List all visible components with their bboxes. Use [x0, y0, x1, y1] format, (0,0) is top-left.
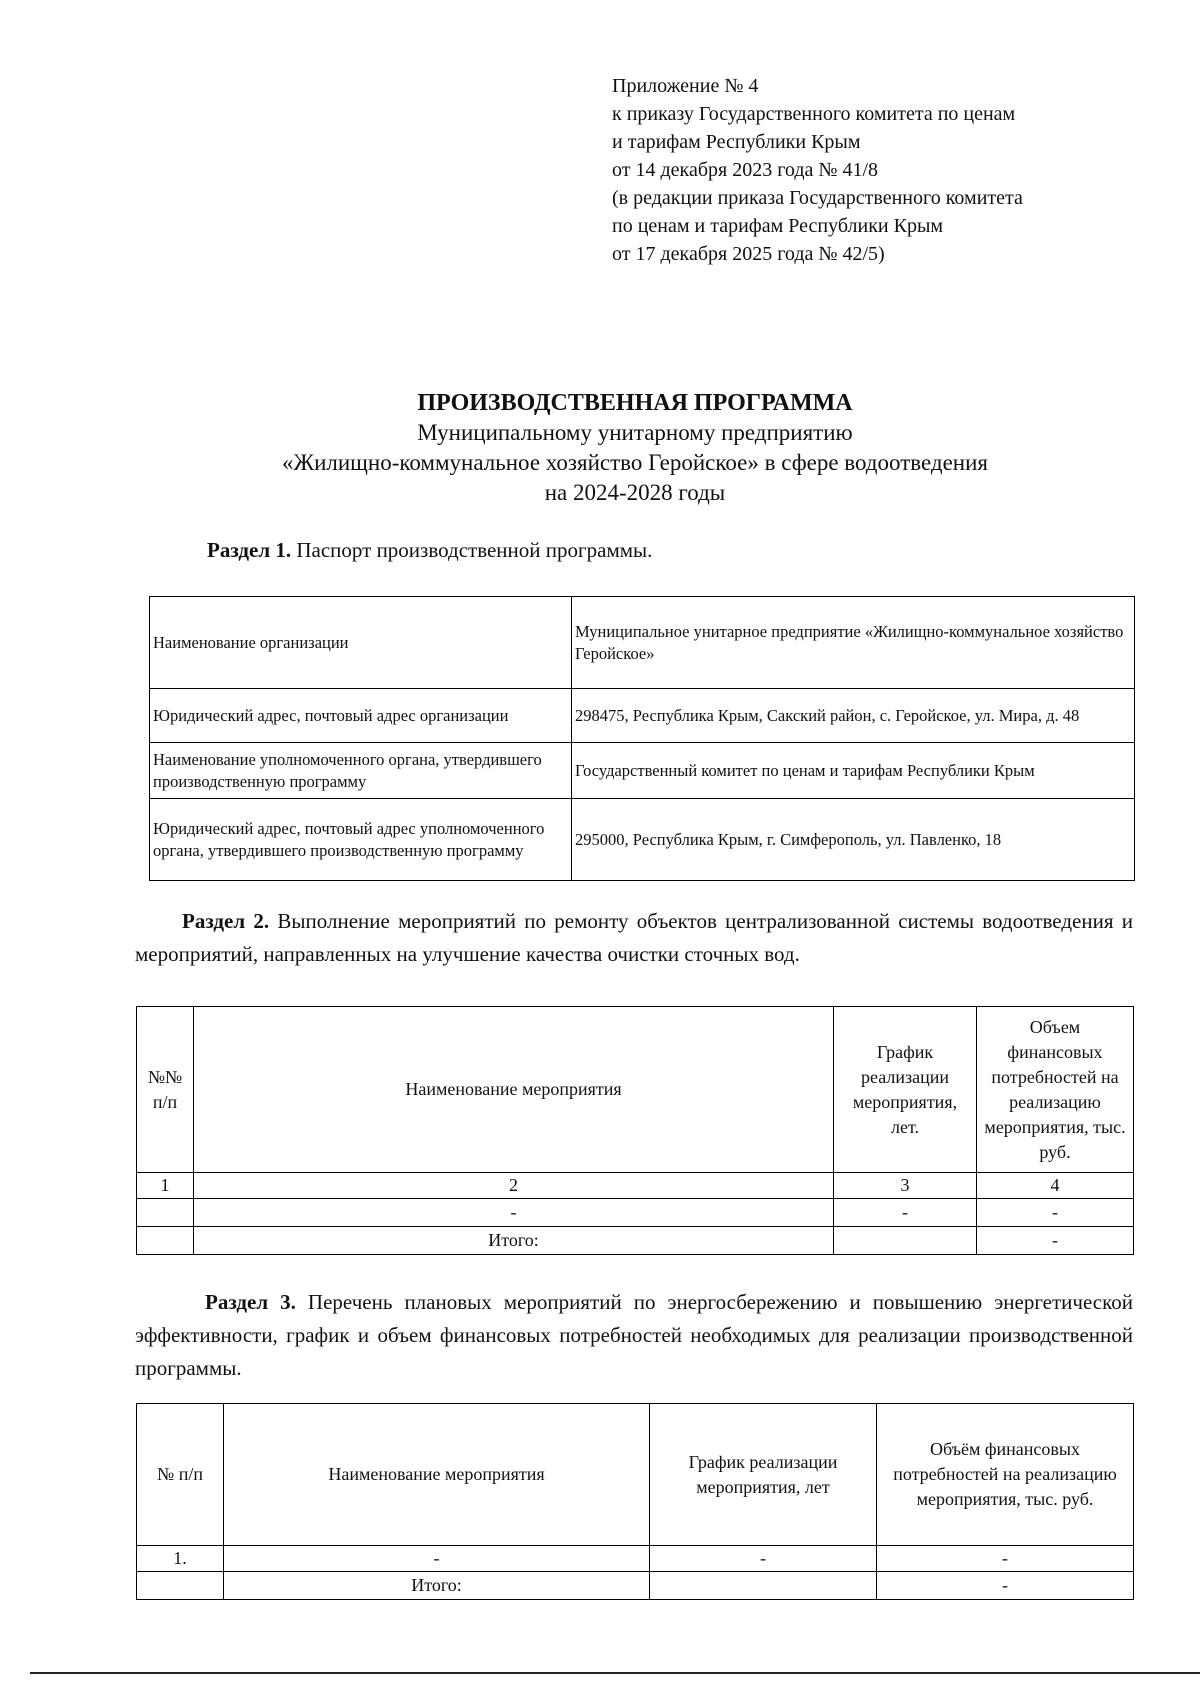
header-cell: Наименование мероприятия — [194, 1007, 834, 1173]
table-cell: Государственный комитет по ценам и тарифам Республики Крым — [572, 743, 1135, 799]
table-cell: - — [977, 1199, 1134, 1227]
table-row — [137, 1173, 1134, 1199]
appendix-line: от 14 декабря 2023 года № 41/8 — [612, 159, 879, 181]
table-row — [137, 1199, 1134, 1227]
appendix-line: от 17 декабря 2025 года № 42/5) — [612, 243, 885, 265]
title-line: «Жилищно-коммунальное хозяйство Геройское» в сфере водоотведения — [281, 450, 988, 475]
table-row — [137, 1546, 1134, 1572]
table-cell — [137, 1572, 224, 1600]
header-cell: Объём финансовых потребностей на реализацию мероприятия, тыс. руб. — [877, 1404, 1134, 1546]
section-label: Раздел 1. — [207, 538, 292, 562]
header-cell: График реализации мероприятия, лет — [650, 1404, 877, 1546]
table-cell: - — [224, 1546, 650, 1572]
table-cell — [137, 1199, 194, 1227]
title-line: на 2024-2028 годы — [544, 480, 726, 505]
table-cell: 2 — [194, 1173, 834, 1199]
table-cell — [834, 1227, 977, 1255]
table-row — [150, 799, 1135, 881]
energy-saving-table — [136, 1403, 1134, 1600]
table-row — [150, 597, 1135, 689]
table-cell — [137, 1227, 194, 1255]
table-cell: Юридический адрес, почтовый адрес организации — [150, 689, 572, 743]
total-value: - — [877, 1572, 1134, 1600]
total-label: Итого: — [194, 1227, 834, 1255]
appendix-line: (в редакции приказа Государственного комитета — [612, 187, 1023, 209]
total-label: Итого: — [224, 1572, 650, 1600]
table-cell: Муниципальное унитарное предприятие «Жилищно-коммунальное хозяйство Геройское» — [572, 597, 1135, 689]
section-text: Паспорт производственной программы. — [291, 538, 653, 562]
table-cell: - — [877, 1546, 1134, 1572]
header-cell: График реализации мероприятия, лет. — [834, 1007, 977, 1173]
section-label: Раздел 3. — [205, 1290, 296, 1314]
repair-measures-table — [136, 1006, 1134, 1255]
table-cell: 3 — [834, 1173, 977, 1199]
header-cell: №№ п/п — [137, 1007, 194, 1173]
appendix-line: по ценам и тарифам Республики Крым — [612, 215, 944, 237]
table-row — [150, 689, 1135, 743]
table-cell: 1. — [137, 1546, 224, 1572]
section-3-heading — [135, 1286, 1133, 1385]
appendix-header — [612, 72, 1023, 268]
table-cell: - — [834, 1199, 977, 1227]
table-cell: Наименование организации — [150, 597, 572, 689]
table-cell: 298475, Республика Крым, Сакский район, с. Геройское, ул. Мира, д. 48 — [572, 689, 1135, 743]
title-line: Муниципальному унитарному предприятию — [417, 420, 853, 445]
table-header-row — [137, 1007, 1134, 1173]
section-text: Перечень плановых мероприятий по энергосбережению и повышению энергетической эффективности, график и объем финансовых потребностей необходимых для реализации производственной программы. — [135, 1290, 1133, 1380]
table-row — [150, 743, 1135, 799]
appendix-line: и тарифам Республики Крым — [612, 131, 861, 153]
table-header-row — [137, 1404, 1134, 1546]
appendix-line: к приказу Государственного комитета по ценам — [612, 103, 1016, 125]
passport-table — [149, 596, 1135, 881]
total-value: - — [977, 1227, 1134, 1255]
table-cell: 295000, Республика Крым, г. Симферополь, ул. Павленко, 18 — [572, 799, 1135, 881]
document-title — [130, 388, 1140, 508]
section-label: Раздел 2. — [182, 909, 270, 933]
table-total-row — [137, 1572, 1134, 1600]
section-1-heading — [207, 534, 652, 567]
table-cell: - — [650, 1546, 877, 1572]
section-text: Выполнение мероприятий по ремонту объектов централизованной системы водоотведения и мероприятий, направленных на улучшение качества очистки сточных вод. — [135, 909, 1133, 966]
header-cell: № п/п — [137, 1404, 224, 1546]
table-total-row — [137, 1227, 1134, 1255]
header-cell: Наименование мероприятия — [224, 1404, 650, 1546]
table-cell: - — [194, 1199, 834, 1227]
header-cell: Объем финансовых потребностей на реализацию мероприятия, тыс. руб. — [977, 1007, 1134, 1173]
page-title: ПРОИЗВОДСТВЕННАЯ ПРОГРАММА — [417, 390, 853, 416]
section-2-heading — [135, 905, 1133, 971]
table-cell: 1 — [137, 1173, 194, 1199]
bottom-divider — [30, 1672, 1200, 1674]
appendix-line: Приложение № 4 — [612, 75, 759, 97]
table-cell — [650, 1572, 877, 1600]
table-cell: Юридический адрес, почтовый адрес уполномоченного органа, утвердившего производственную программу — [150, 799, 572, 881]
table-cell: 4 — [977, 1173, 1134, 1199]
table-cell: Наименование уполномоченного органа, утвердившего производственную программу — [150, 743, 572, 799]
